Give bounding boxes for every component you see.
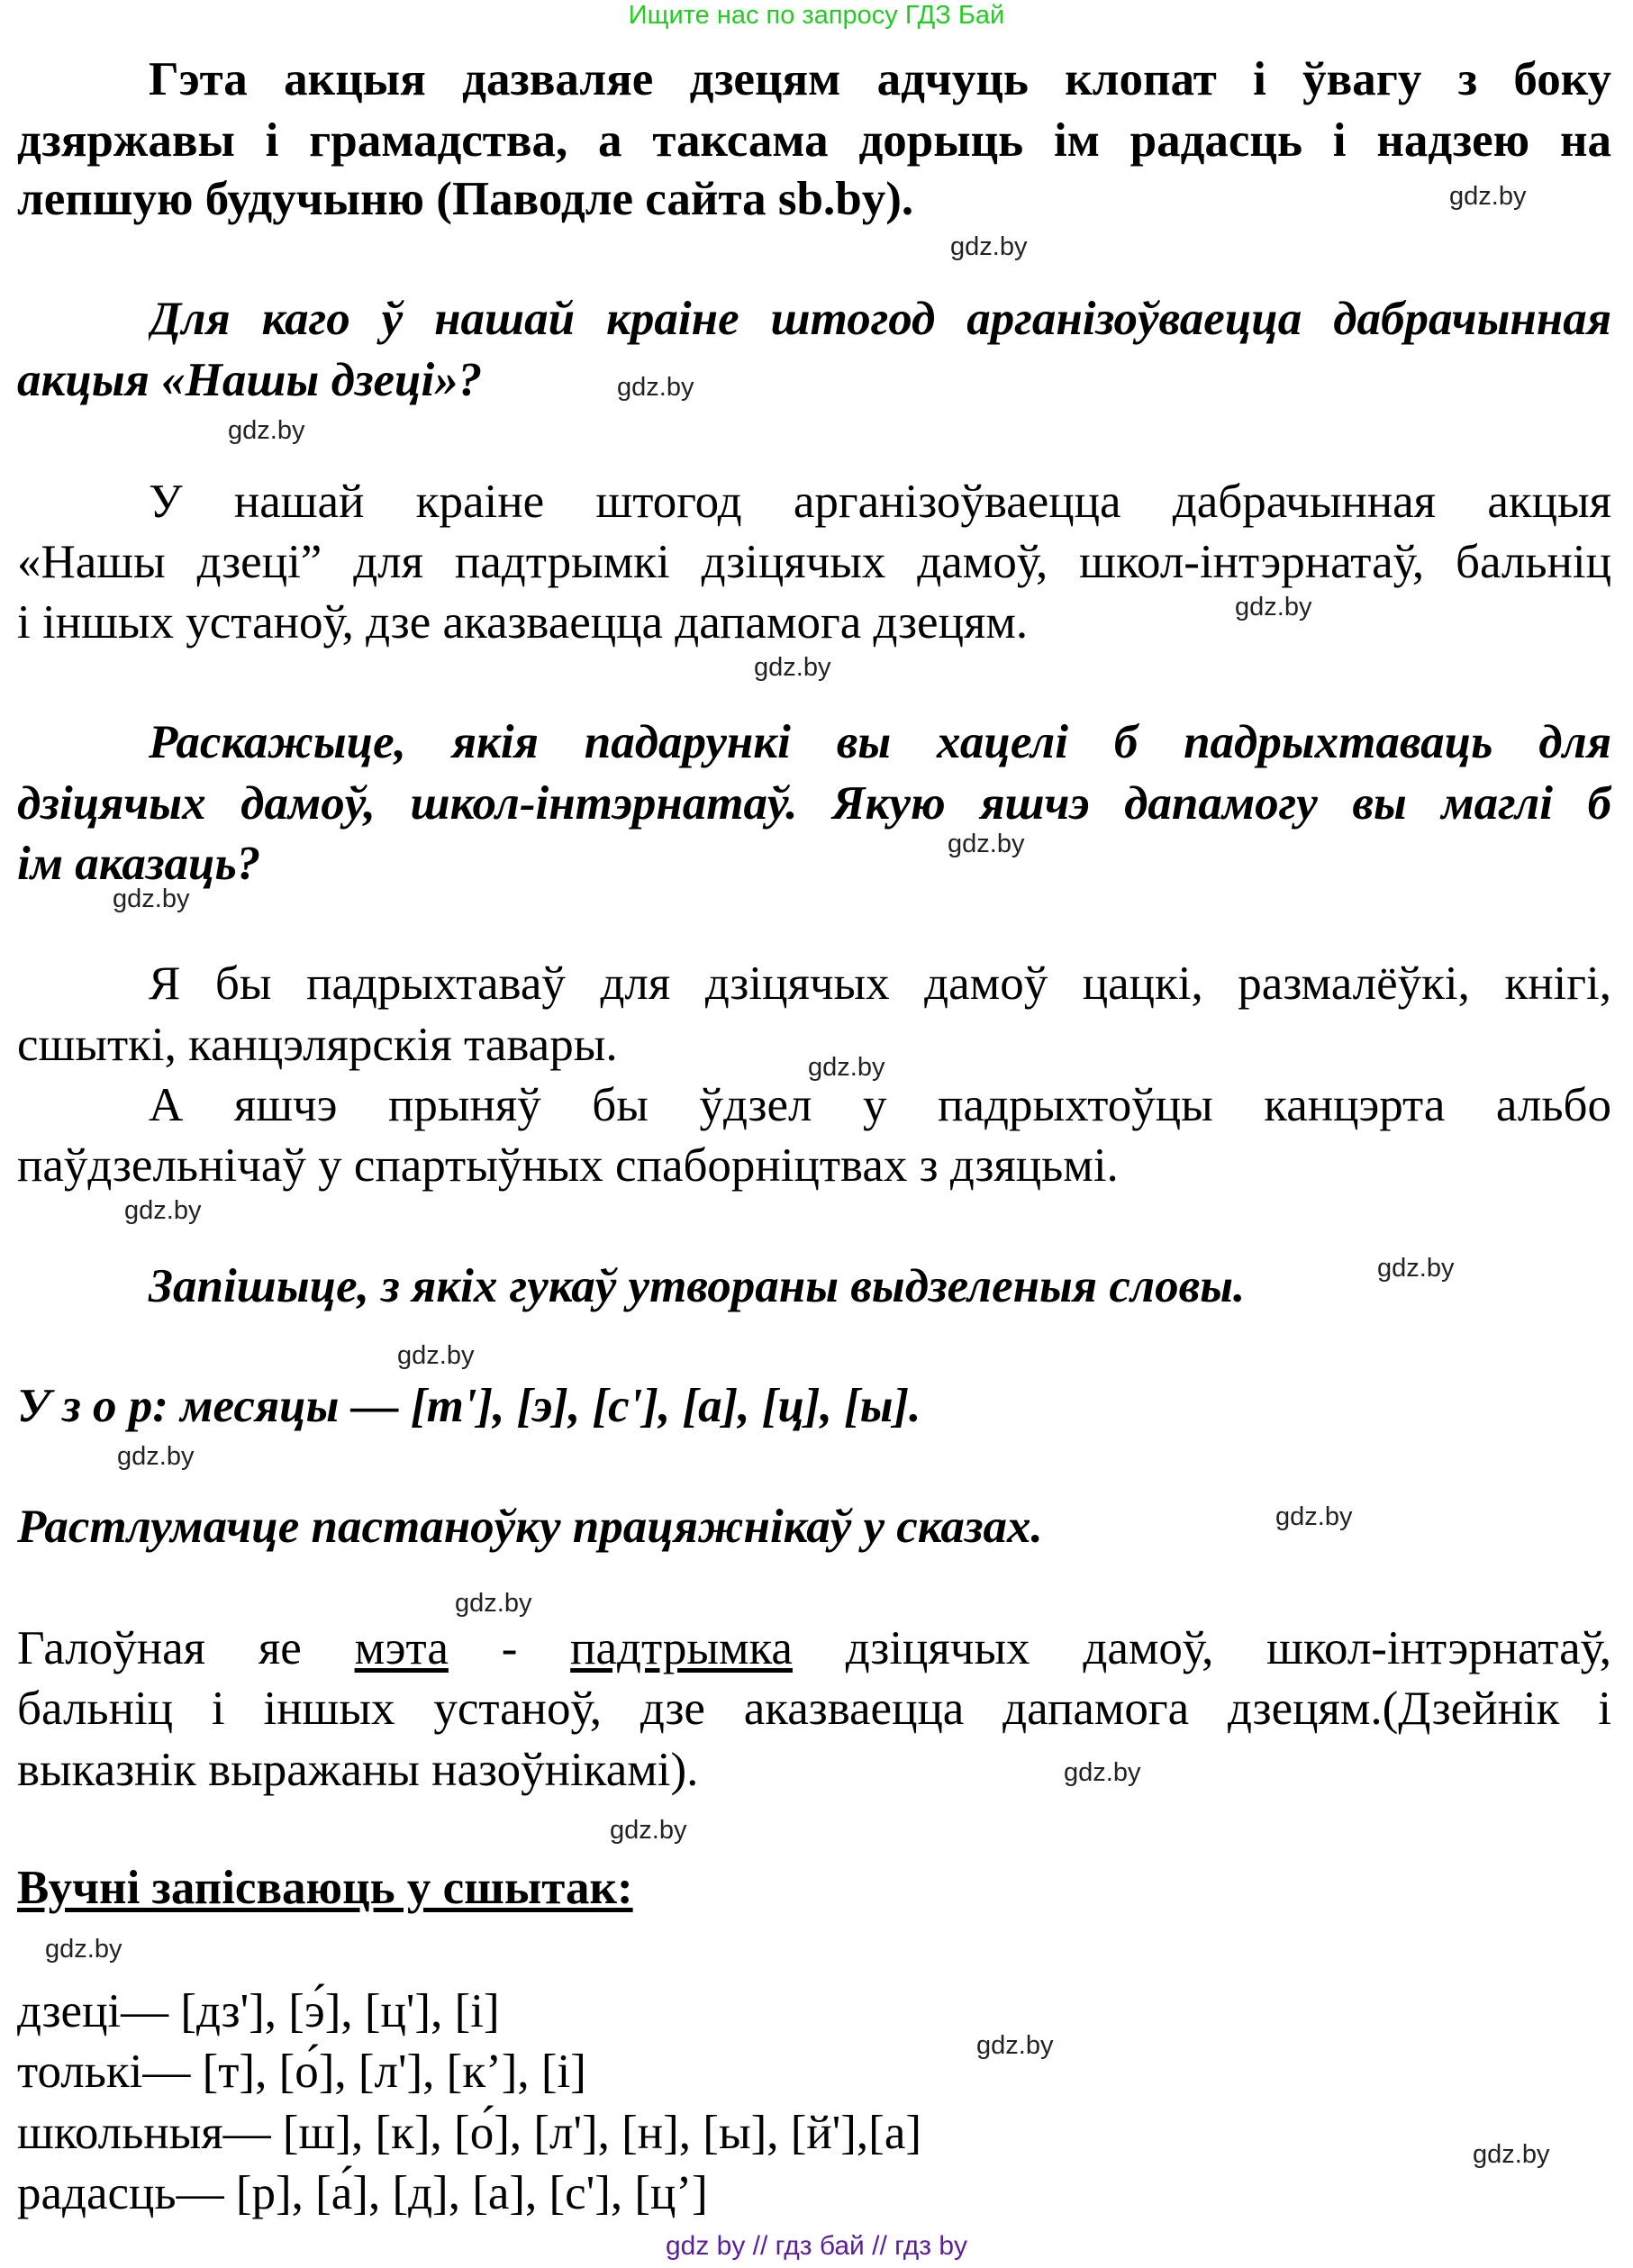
watermark: gdz.by (113, 885, 190, 913)
question-2-line-3: ім аказаць? (17, 838, 261, 890)
subject-underlined: мэта (354, 1622, 449, 1674)
answer-2-line-1: Я бы падрыхтаваў для дзіцячых дамоў цацкі, размалёўкі, кнігі, (149, 957, 1611, 1010)
watermark: gdz.by (124, 1196, 202, 1225)
question-3: Запішыце, з якіх гукаў утвораны выдзеленыя словы. (149, 1260, 1246, 1312)
watermark: gdz.by (617, 373, 694, 402)
watermark: gdz.by (1235, 593, 1312, 621)
answer-1-line-3: і іншых устаноў, дзе аказваецца дапамога дзецям. (17, 596, 1029, 649)
answer-4-start: Галоўная яе (17, 1622, 302, 1674)
watermark: gdz.by (1473, 2140, 1550, 2169)
notebook-title (17, 1858, 1611, 1918)
notebook-line-3: школьныя— [ш], [к], [о́], [л'], [н], [ы], [й'],[а] (17, 2107, 921, 2159)
watermark: gdz.by (1449, 182, 1527, 211)
notebook-line-1: дзеці— [дз'], [э́], [ц'], [і] (17, 1985, 500, 2037)
footer-links: gdz by // гдз бай // гдз by (665, 2231, 968, 2261)
watermark: gdz.by (754, 653, 831, 682)
notebook-line-4: радасць— [р], [а́], [д], [а], [с'], [ц’] (17, 2167, 708, 2219)
watermark: gdz.by (976, 2031, 1054, 2060)
predicate-underlined: падтрымка (570, 1622, 793, 1674)
question-1-line-1: Для каго ў нашай краіне штогод арганізоўваецца дабрачынная (149, 293, 1611, 345)
answer-2-line-2: сшыткі, канцэлярскія тавары. (17, 1019, 618, 1071)
notebook-title-text: Вучні запісваюць у сшытак: (17, 1862, 633, 1914)
answer-2-line-4: паўдзельнічаў у спартыўных спаборніцтвах з дзяцьмі. (17, 1139, 1119, 1192)
dash: - (501, 1622, 518, 1674)
question-2-line-1: Раскажыце, якія падарункі вы хацелі б падрыхтаваць для (149, 716, 1611, 768)
watermark: gdz.by (1064, 1758, 1141, 1787)
intro-line-2: дзяржавы і грамадства, а таксама дорыць ім радасць і надзею на (17, 114, 1611, 167)
answer-2-line-3: А яшчэ прыняў бы ўдзел у падрыхтоўцы канцэрта альбо (149, 1079, 1611, 1131)
watermark: gdz.by (610, 1816, 687, 1845)
watermark: gdz.by (948, 830, 1025, 858)
watermark: gdz.by (1275, 1502, 1353, 1531)
watermark: gdz.by (808, 1053, 885, 1082)
answer-1-line-1: У нашай краіне штогод арганізоўваецца дабрачынная акцыя (149, 476, 1611, 528)
watermark: gdz.by (228, 416, 305, 445)
watermark: gdz.by (117, 1442, 195, 1471)
intro-line-1: Гэта акцыя дазваляе дзецям адчуць клопат і ўвагу з боку (149, 53, 1611, 105)
question-4: Растлумачце пастаноўку працяжнікаў у сказах. (17, 1501, 1043, 1553)
search-hint-header: Ищите нас по запросу ГДЗ Бай (628, 1, 1005, 30)
watermark: gdz.by (45, 1935, 122, 1964)
watermark: gdz.by (1377, 1254, 1455, 1283)
question-2-line-2: дзіцячых дамоў, школ-інтэрнатаў. Якую яшчэ дапамогу вы маглі б (17, 777, 1611, 830)
intro-line-3: лепшую будучыню (Паводле сайта sb.by). (17, 173, 914, 225)
answer-4-line-3: выказнік выражаны назоўнікамі). (17, 1744, 699, 1796)
question-1-line-2: акцыя «Нашы дзеці»? (17, 354, 483, 406)
watermark: gdz.by (950, 232, 1028, 261)
answer-1-line-2: «Нашы дзеці” для падтрымкі дзіцячых дамоў, школ-інтэрнатаў, бальніц (17, 536, 1611, 588)
answer-4-end: дзіцячых дамоў, школ-інтэрнатаў, (845, 1622, 1611, 1674)
notebook-line-2: толькі— [т], [о́], [л'], [к’], [і] (17, 2046, 586, 2098)
watermark: gdz.by (397, 1341, 475, 1370)
watermark: gdz.by (455, 1589, 532, 1618)
answer-4-line-1 (17, 1619, 1611, 1678)
pattern-example: У з о р: месяцы — [т'], [э], [с'], [а], [ц], [ы]. (17, 1380, 921, 1432)
answer-4-line-2: бальніц і іншых устаноў, дзе аказваецца дапамога дзецям.(Дзейнік і (17, 1683, 1611, 1735)
